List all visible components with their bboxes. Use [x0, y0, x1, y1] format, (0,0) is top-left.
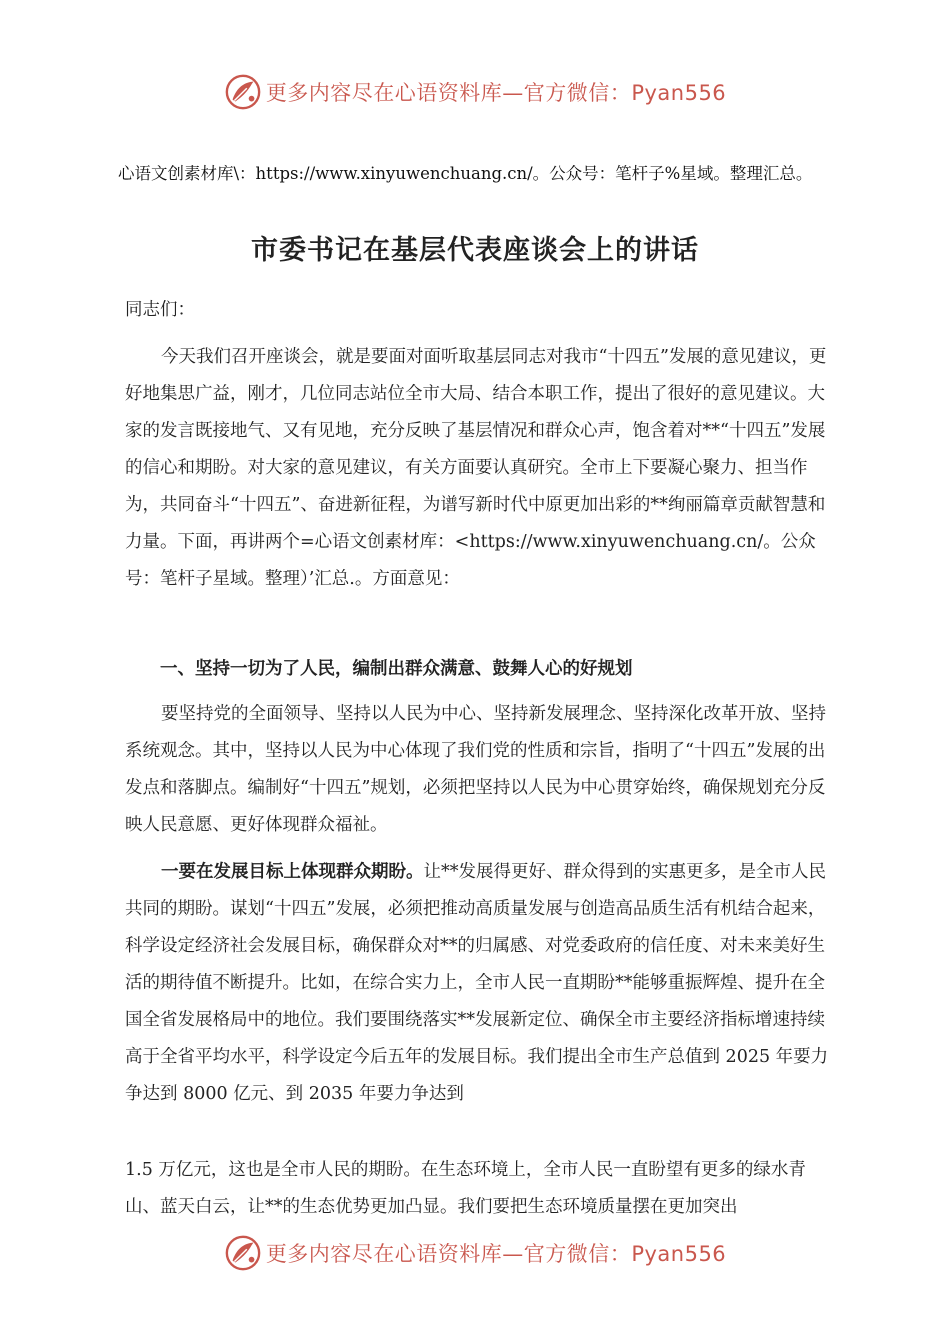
banner-wechat-id: Pyan556 [631, 81, 727, 105]
top-banner [0, 72, 950, 112]
banner-text: 更多内容尽在心语资料库—官方微信：Pyan556 [265, 81, 727, 105]
banner-text: 更多内容尽在心语资料库—官方微信：Pyan556 [265, 1242, 727, 1266]
page-title: 市委书记在基层代表座谈会上的讲话 [251, 235, 699, 266]
section-heading-1: 一、坚持一切为了人民，编制出群众满意、鼓舞人心的好规划 [160, 659, 633, 679]
paragraph-goals [125, 854, 830, 1113]
source-note: 心语文创素材库\：https://www.xinyuwenchuang.cn/。公众号：笔杆子%星域。整理汇总。 [118, 164, 813, 183]
salutation: 同志们： [125, 300, 195, 320]
brand-logo-icon [224, 1234, 262, 1272]
brand-logo-icon [224, 73, 262, 111]
paragraph-goals-text: 让**发展得更好、群众得到的实惠更多，是全市人民共同的期盼。谋划“十四五”发展，必须把推动高质量发展与创造高品质生活有机结合起来，科学设定经济社会发展目标，确保群众对**的归属感、对党委政府的信任度、对未来美好生活的期待值不断提升。比如，在综合实力上，全市人民一直期盼**能够重振辉煌、提升在全国全省发展格局中的地位。我们要围绕落实**发展新定位、确保全市主要经济指标增速持续高于全省平均水平，科学设定今后五年的发展目标。我们提出全市生产总值到 2025 年要力争达到 8000 亿元、到 2035 年要力争达到 [125, 862, 829, 1104]
bottom-banner [0, 1233, 950, 1273]
paragraph-intro: 今天我们召开座谈会，就是要面对面听取基层同志对我市“十四五”发展的意见建议，更好地集思广益，刚才，几位同志站位全市大局、结合本职工作，提出了很好的意见建议。大家的发言既接地气、又有见地，充分反映了基层情况和群众心声，饱含着对**“十四五”发展的信心和期盼。对大家的意见建议，有关方面要认真研究。全市上下要凝心聚力、担当作为，共同奋斗“十四五”、奋进新征程，为谱写新时代中原更加出彩的**绚丽篇章贡献智慧和力量。下面，再讲两个=心语文创素材库：<https://www.xinyuwenchuang.cn/。公众号：笔杆子星域。整理）’汇总.。方面意见： [125, 347, 827, 589]
banner-wechat-id: Pyan556 [631, 1242, 727, 1266]
paragraph-lead: 一要在发展目标上体现群众期盼。 [161, 862, 424, 882]
paragraph-principles: 要坚持党的全面领导、坚持以人民为中心、坚持新发展理念、坚持深化改革开放、坚持系统观念。其中，坚持以人民为中心体现了我们党的性质和宗旨，指明了“十四五”发展的出发点和落脚点。编制好“十四五”规划，必须把坚持以人民为中心贯穿始终，确保规划充分反映人民意愿、更好体现群众福祉。 [125, 704, 826, 835]
paragraph-continued: 1.5 万亿元，这也是全市人民的期盼。在生态环境上，全市人民一直盼望有更多的绿水青山、蓝天白云，让**的生态优势更加凸显。我们要把生态环境质量摆在更加突出 [125, 1160, 806, 1217]
